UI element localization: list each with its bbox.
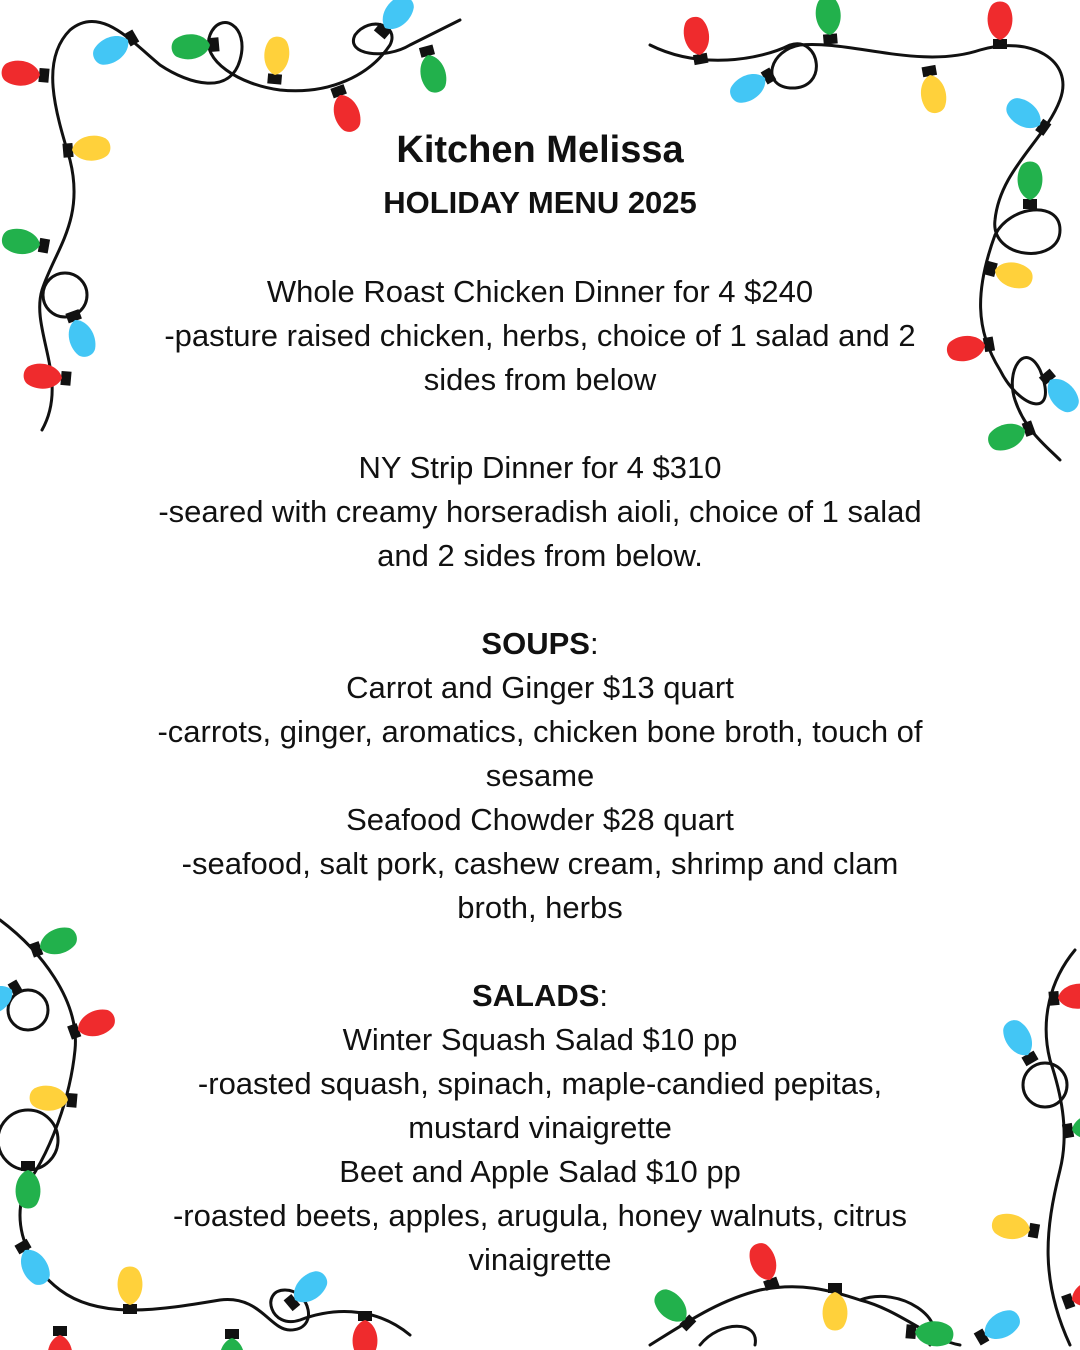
soup-item-name: Carrot and Ginger $13 quart [346, 670, 734, 705]
salad-item-name: Beet and Apple Salad $10 pp [339, 1154, 741, 1189]
menu-body [90, 270, 990, 1282]
soup-item-desc: broth, herbs [457, 890, 623, 925]
salads-heading-colon: : [599, 978, 609, 1013]
salad-item-desc: mustard vinaigrette [408, 1110, 672, 1145]
salads-heading-label: SALADS [471, 978, 600, 1013]
soups-heading-colon: : [589, 626, 599, 661]
soups-heading-label: SOUPS [481, 626, 590, 661]
soup-item-desc: -seafood, salt pork, cashew cream, shrimp and clam [181, 846, 899, 881]
soups-heading [90, 622, 990, 666]
salad-item-desc: vinaigrette [468, 1242, 612, 1277]
soup-item-name: Seafood Chowder $28 quart [346, 802, 734, 837]
dinner-item-name: NY Strip Dinner for 4 $310 [358, 450, 722, 485]
dinner-item-desc: -seared with creamy horseradish aioli, choice of 1 salad [158, 494, 922, 529]
soup-item-desc: sesame [485, 758, 595, 793]
menu-title: HOLIDAY MENU 2025 [383, 185, 697, 220]
salad-item-name: Winter Squash Salad $10 pp [342, 1022, 738, 1057]
salads-heading [90, 974, 990, 1018]
restaurant-name: Kitchen Melissa [396, 129, 684, 171]
dinner-item-desc: and 2 sides from below. [377, 538, 703, 573]
soup-item-desc: -carrots, ginger, aromatics, chicken bone broth, touch of [157, 714, 923, 749]
salad-item-desc: -roasted beets, apples, arugula, honey walnuts, citrus [172, 1198, 908, 1233]
salad-item-desc: -roasted squash, spinach, maple-candied pepitas, [197, 1066, 883, 1101]
dinner-item-desc: sides from below [423, 362, 657, 397]
dinner-item-desc: -pasture raised chicken, herbs, choice of 1 salad and 2 [164, 318, 916, 353]
dinner-item-name: Whole Roast Chicken Dinner for 4 $240 [266, 274, 814, 309]
